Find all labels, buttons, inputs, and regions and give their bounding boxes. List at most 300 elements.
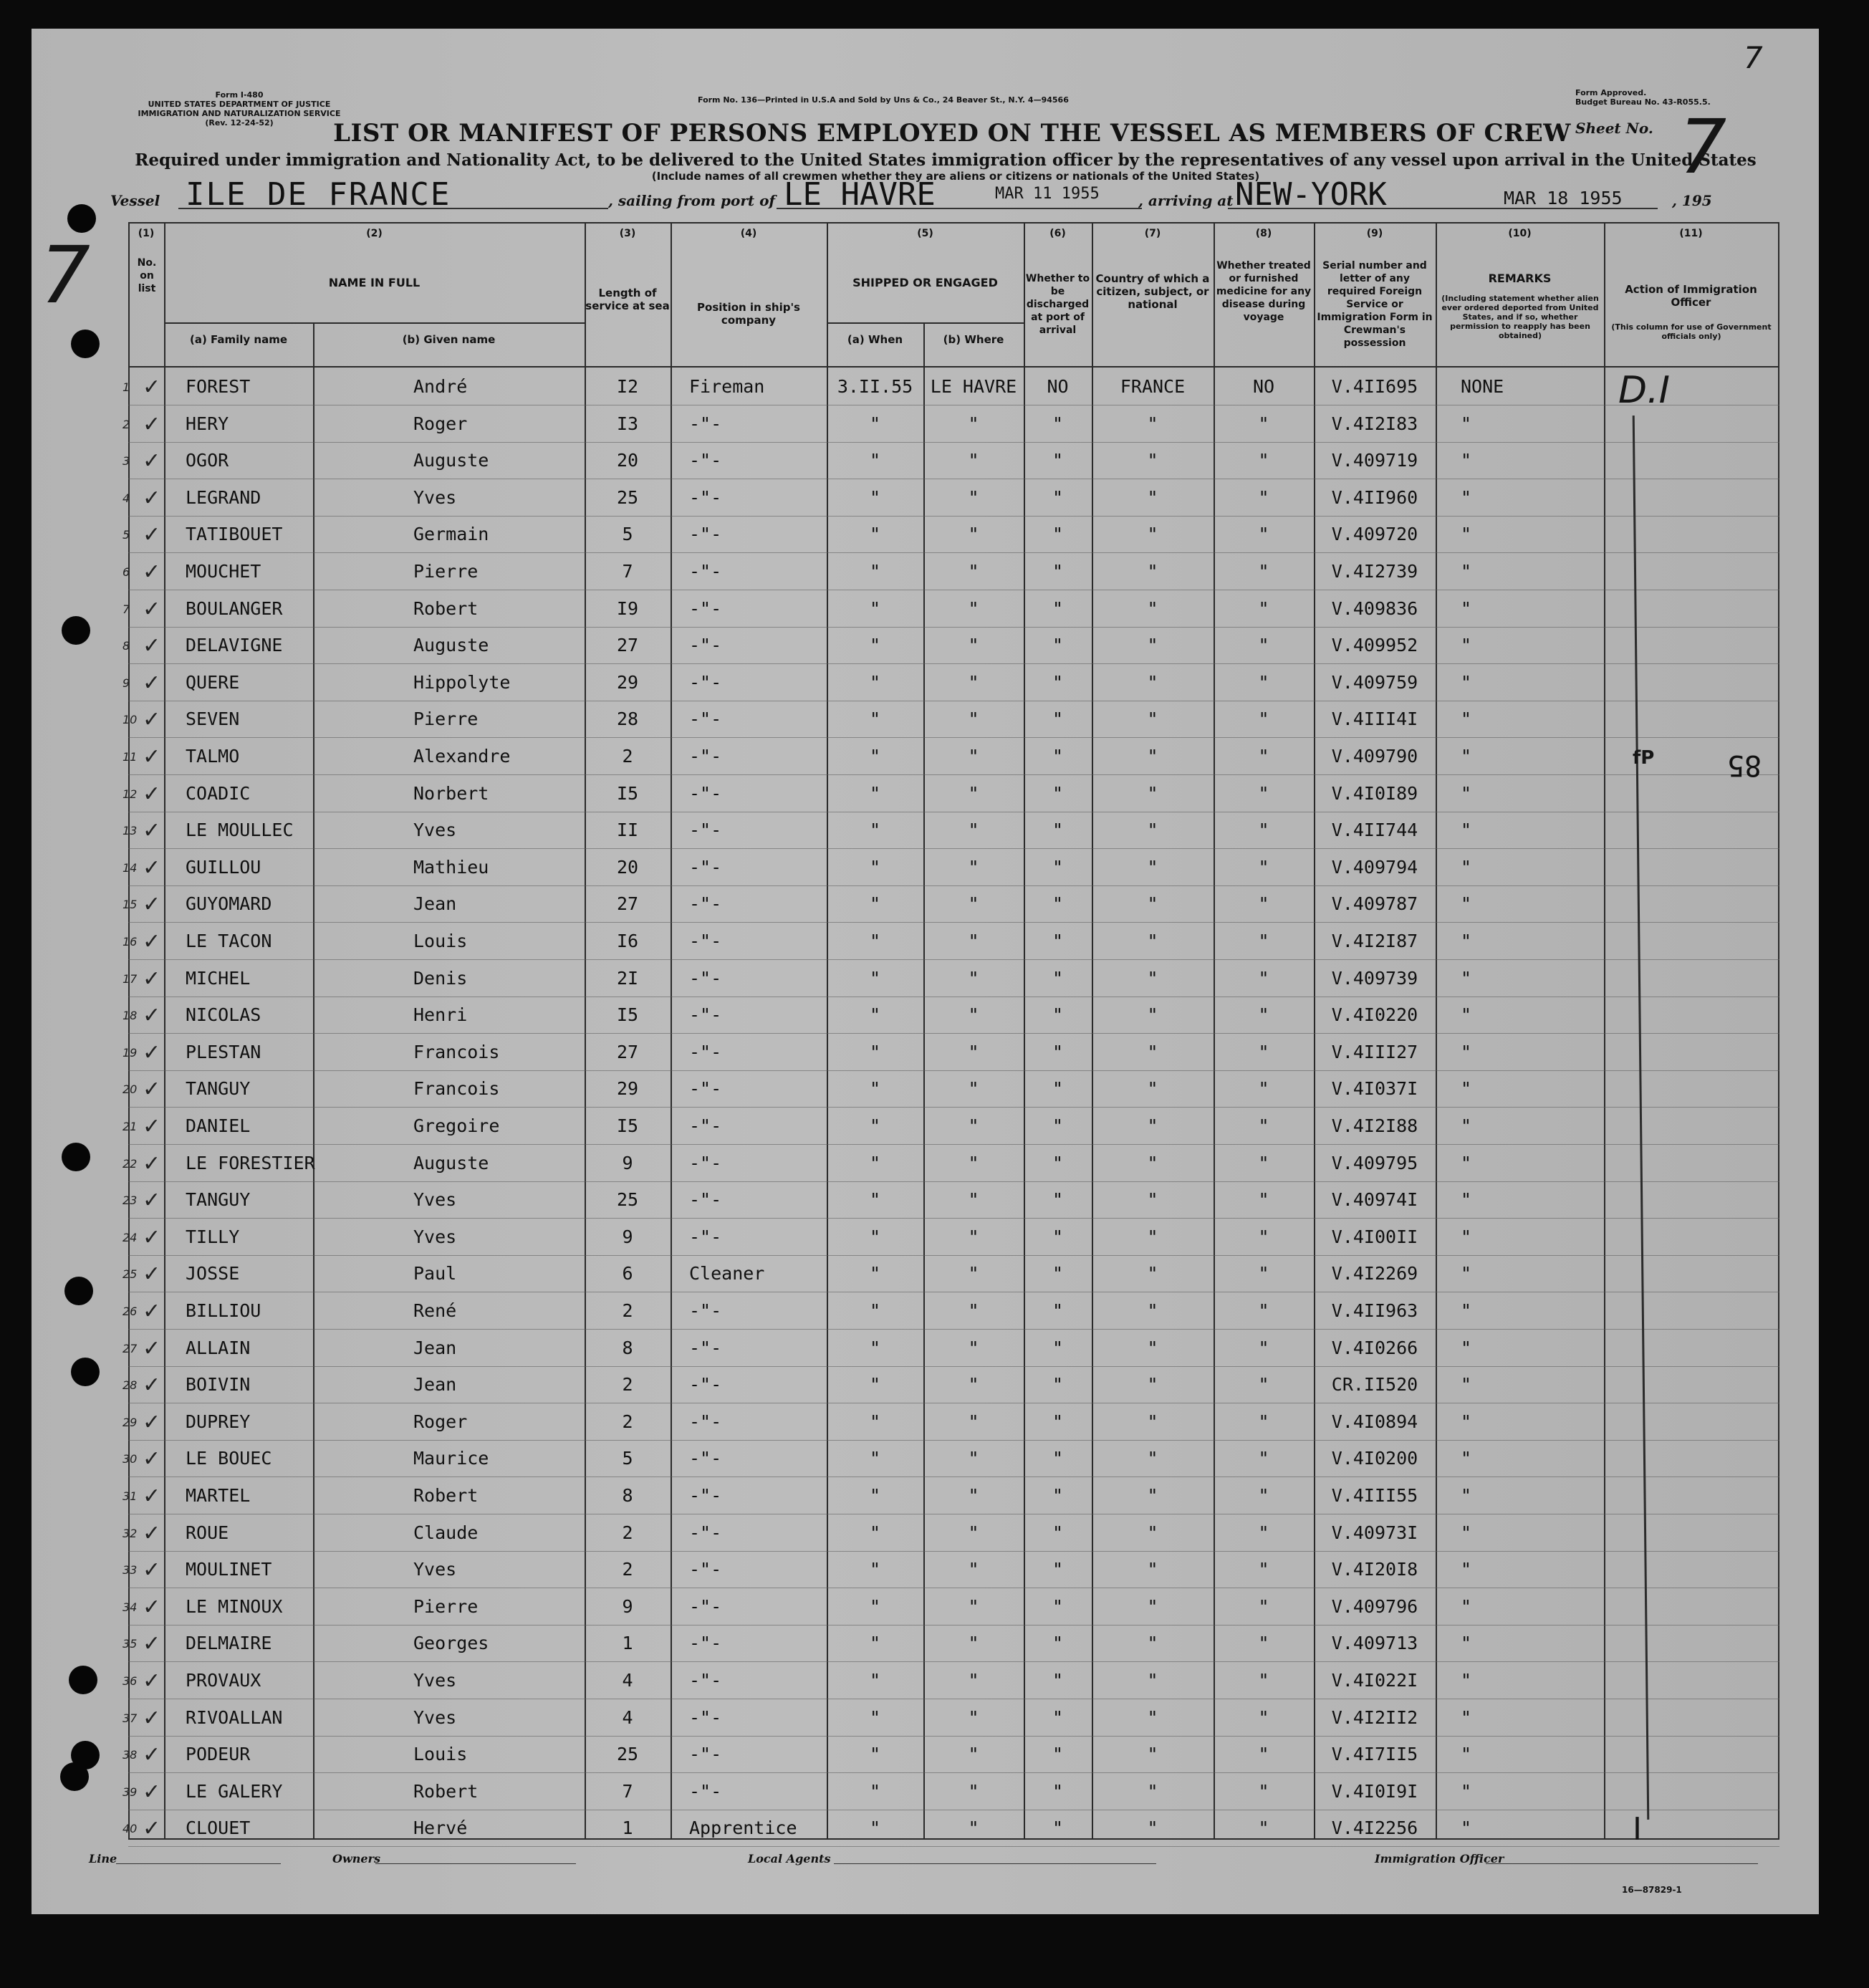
cell-remarks: " xyxy=(1461,1670,1472,1691)
cell-where: " xyxy=(968,1263,979,1284)
cell-country: " xyxy=(1147,486,1158,508)
officer-initials: D.I xyxy=(1618,369,1670,412)
col-header-action: Action of Immigration Officer xyxy=(1625,283,1757,309)
cell-given: Louis xyxy=(413,1744,468,1765)
col-header-position: Position in ship's company xyxy=(697,301,800,327)
cell-country: " xyxy=(1147,1485,1158,1506)
cell-when: " xyxy=(869,486,881,508)
cell-where: " xyxy=(968,486,979,508)
table-row xyxy=(122,1256,1779,1293)
cell-country: " xyxy=(1147,1115,1158,1136)
row-number: 27 xyxy=(122,1341,138,1355)
cell-serial: V.409794 xyxy=(1331,856,1418,878)
cell-country: " xyxy=(1147,561,1158,582)
check-mark: ✓ xyxy=(143,1631,161,1657)
cell-when: " xyxy=(869,1078,881,1100)
table-row xyxy=(122,1367,1779,1404)
row-number: 3 xyxy=(122,454,130,469)
punch-hole xyxy=(71,330,100,358)
table-row xyxy=(122,591,1779,628)
cell-length: 7 xyxy=(622,561,633,582)
punch-hole xyxy=(67,204,96,233)
cell-given: Jean xyxy=(413,1337,457,1358)
cell-serial: V.4III55 xyxy=(1331,1485,1418,1506)
cell-country: " xyxy=(1147,1817,1158,1839)
cell-country: " xyxy=(1147,1522,1158,1543)
row-number: 25 xyxy=(122,1267,138,1282)
cell-when: " xyxy=(869,671,881,693)
cell-remarks: " xyxy=(1461,1189,1472,1211)
cell-given: Louis xyxy=(413,931,468,951)
check-mark: ✓ xyxy=(143,707,161,733)
table-row xyxy=(122,554,1779,591)
cell-country: " xyxy=(1147,782,1158,804)
cell-given: Hervé xyxy=(413,1817,468,1839)
punch-hole xyxy=(60,1762,89,1791)
cell-treated: " xyxy=(1258,450,1269,471)
row-number: 21 xyxy=(122,1120,138,1133)
cell-when: " xyxy=(869,1337,881,1358)
cell-family: LE MINOUX xyxy=(186,1595,283,1617)
row-number: 7 xyxy=(122,602,130,616)
cell-given: Jean xyxy=(413,893,457,915)
cell-treated: " xyxy=(1258,486,1269,508)
cell-serial: V.4III4I xyxy=(1331,709,1418,730)
cell-remarks: " xyxy=(1461,1004,1472,1026)
punch-hole xyxy=(71,1358,100,1386)
check-mark: ✓ xyxy=(143,1003,161,1029)
col-header-length: Length of service at sea xyxy=(585,287,670,312)
cell-family: DELMAIRE xyxy=(186,1633,272,1654)
cell-given: Henri xyxy=(413,1004,468,1026)
cell-treated: " xyxy=(1258,1559,1269,1580)
cell-country: " xyxy=(1147,1744,1158,1765)
table-row xyxy=(122,1515,1779,1552)
table-row xyxy=(122,739,1779,776)
cell-position: -"- xyxy=(689,597,722,619)
cell-discharged: " xyxy=(1052,820,1064,841)
footer-agents-label: Local Agents xyxy=(748,1852,831,1865)
cell-position: -"- xyxy=(689,524,722,545)
cell-discharged: " xyxy=(1052,1411,1064,1432)
cell-country: FRANCE xyxy=(1120,376,1186,397)
cell-discharged: " xyxy=(1052,1263,1064,1284)
cell-length: 20 xyxy=(616,856,639,878)
cell-serial: V.409952 xyxy=(1331,635,1418,656)
check-mark: ✓ xyxy=(143,1262,161,1287)
cell-where: " xyxy=(968,782,979,804)
cell-remarks: " xyxy=(1461,709,1472,730)
check-mark: ✓ xyxy=(143,1077,161,1103)
cell-country: " xyxy=(1147,1633,1158,1654)
cell-length: 25 xyxy=(616,486,639,508)
cell-remarks: " xyxy=(1461,1448,1472,1469)
cell-remarks: " xyxy=(1461,856,1472,878)
cell-where: " xyxy=(968,561,979,582)
cell-serial: V.4II960 xyxy=(1331,486,1418,508)
department: UNITED STATES DEPARTMENT OF JUSTICE xyxy=(148,100,331,109)
col-header-action-note: (This column for use of Government officials only) xyxy=(1611,322,1772,341)
cell-family: GUILLOU xyxy=(186,856,261,878)
cell-serial: V.4I2739 xyxy=(1331,561,1418,582)
cell-position: -"- xyxy=(689,931,722,951)
cell-family: JOSSE xyxy=(186,1263,240,1284)
cell-remarks: " xyxy=(1461,635,1472,656)
header-bottom-border xyxy=(128,366,1779,368)
cell-where: " xyxy=(968,1004,979,1026)
check-mark: ✓ xyxy=(143,1188,161,1214)
cell-position: -"- xyxy=(689,856,722,878)
cell-given: René xyxy=(413,1300,457,1321)
margin-sheet-mark: 7 xyxy=(40,229,90,321)
row-number: 33 xyxy=(122,1563,138,1578)
cell-position: -"- xyxy=(689,1633,722,1654)
cell-treated: " xyxy=(1258,1337,1269,1358)
row-number: 13 xyxy=(122,824,138,838)
cell-country: " xyxy=(1147,524,1158,545)
row-number: 26 xyxy=(122,1305,138,1318)
cell-discharged: " xyxy=(1052,1780,1064,1802)
cell-length: 25 xyxy=(616,1744,639,1765)
row-number: 9 xyxy=(122,676,130,690)
cell-family: QUERE xyxy=(186,671,240,693)
row-number: 15 xyxy=(122,898,138,912)
row-number: 35 xyxy=(122,1637,138,1651)
check-mark: ✓ xyxy=(143,1409,161,1435)
cell-position: -"- xyxy=(689,1152,722,1173)
cell-treated: " xyxy=(1258,1374,1269,1396)
row-number: 18 xyxy=(122,1009,138,1023)
cell-country: " xyxy=(1147,1004,1158,1026)
check-mark: ✓ xyxy=(143,929,161,954)
cell-given: Jean xyxy=(413,1374,457,1396)
row-number: 36 xyxy=(122,1674,138,1688)
cell-discharged: " xyxy=(1052,1744,1064,1765)
cell-remarks: NONE xyxy=(1461,376,1504,397)
col-header-serial: Serial number and letter of any required Foreign Service or Immigration Form in Crewman's possession xyxy=(1317,260,1433,349)
stamp-number: 85 xyxy=(1727,749,1762,782)
budget-bureau: Budget Bureau No. 43-R055.5. xyxy=(1575,97,1711,107)
cell-where: " xyxy=(968,856,979,878)
footer-agents-blank xyxy=(834,1863,1156,1864)
check-mark: ✓ xyxy=(143,1705,161,1731)
cell-length: 29 xyxy=(616,1078,639,1100)
cell-country: " xyxy=(1147,671,1158,693)
cell-serial: V.4I2256 xyxy=(1331,1817,1418,1839)
cell-when: " xyxy=(869,1595,881,1617)
cell-family: TANGUY xyxy=(186,1189,251,1211)
cell-discharged: " xyxy=(1052,1189,1064,1211)
cell-serial: V.409720 xyxy=(1331,524,1418,545)
cell-length: I9 xyxy=(616,597,639,619)
cell-length: 20 xyxy=(616,450,639,471)
table-row xyxy=(122,480,1779,517)
cell-where: LE HAVRE xyxy=(930,376,1017,397)
row-number: 28 xyxy=(122,1378,138,1393)
cell-country: " xyxy=(1147,1337,1158,1358)
cell-when: " xyxy=(869,746,881,767)
cell-treated: " xyxy=(1258,1300,1269,1321)
cell-discharged: " xyxy=(1052,635,1064,656)
cell-given: Denis xyxy=(413,967,468,989)
cell-country: " xyxy=(1147,931,1158,951)
cell-remarks: " xyxy=(1461,1041,1472,1062)
vessel-name: ILE DE FRANCE xyxy=(186,176,451,213)
cell-given: Yves xyxy=(413,1226,457,1247)
cell-family: MOULINET xyxy=(186,1559,272,1580)
cell-treated: " xyxy=(1258,782,1269,804)
cell-remarks: " xyxy=(1461,893,1472,915)
col-header-family: (a) Family name xyxy=(189,333,288,346)
cell-position: -"- xyxy=(689,820,722,841)
cell-length: 8 xyxy=(622,1485,633,1506)
officer-end-mark: I xyxy=(1633,1811,1642,1848)
table-row xyxy=(122,369,1779,406)
table-row xyxy=(122,1071,1779,1108)
cell-remarks: " xyxy=(1461,450,1472,471)
cell-remarks: " xyxy=(1461,1780,1472,1802)
cell-family: ROUE xyxy=(186,1522,229,1543)
cell-where: " xyxy=(968,1670,979,1691)
footer-owners-blank xyxy=(375,1863,576,1864)
cell-remarks: " xyxy=(1461,1706,1472,1728)
cell-given: Norbert xyxy=(413,782,489,804)
cell-country: " xyxy=(1147,746,1158,767)
cell-treated: " xyxy=(1258,413,1269,434)
cell-serial: V.409795 xyxy=(1331,1152,1418,1173)
check-mark: ✓ xyxy=(143,1039,161,1065)
cell-serial: V.4II695 xyxy=(1331,376,1418,397)
cell-when: " xyxy=(869,709,881,730)
form-number: Form I-480 xyxy=(215,90,264,100)
cell-when: " xyxy=(869,820,881,841)
cell-serial: V.409790 xyxy=(1331,746,1418,767)
cell-where: " xyxy=(968,413,979,434)
cell-serial: V.4I00II xyxy=(1331,1226,1418,1247)
cell-position: -"- xyxy=(689,450,722,471)
check-mark: ✓ xyxy=(143,1373,161,1398)
cell-treated: " xyxy=(1258,931,1269,951)
cell-treated: " xyxy=(1258,1411,1269,1432)
table-row xyxy=(122,1293,1779,1330)
cell-country: " xyxy=(1147,1559,1158,1580)
cell-position: -"- xyxy=(689,893,722,915)
cell-remarks: " xyxy=(1461,1595,1472,1617)
cell-country: " xyxy=(1147,1670,1158,1691)
cell-position: -"- xyxy=(689,1411,722,1432)
cell-when: " xyxy=(869,1633,881,1654)
cell-family: SEVEN xyxy=(186,709,240,730)
cell-discharged: " xyxy=(1052,561,1064,582)
cell-where: " xyxy=(968,597,979,619)
arrival-date: MAR 18 1955 xyxy=(1504,188,1623,208)
row-number: 40 xyxy=(122,1822,138,1836)
cell-when: " xyxy=(869,1411,881,1432)
cell-discharged: " xyxy=(1052,1004,1064,1026)
punch-hole xyxy=(64,1277,93,1305)
cell-remarks: " xyxy=(1461,820,1472,841)
cell-length: II xyxy=(616,820,639,841)
cell-length: 28 xyxy=(616,709,639,730)
row-number: 1 xyxy=(122,380,130,394)
cell-when: " xyxy=(869,1115,881,1136)
cell-treated: " xyxy=(1258,1078,1269,1100)
cell-given: Yves xyxy=(413,1670,457,1691)
table-row xyxy=(122,1663,1779,1700)
cell-serial: V.409759 xyxy=(1331,671,1418,693)
cell-family: MARTEL xyxy=(186,1485,251,1506)
cell-serial: V.409739 xyxy=(1331,967,1418,989)
check-mark: ✓ xyxy=(143,1151,161,1176)
cell-where: " xyxy=(968,1041,979,1062)
check-mark: ✓ xyxy=(143,1299,161,1324)
cell-treated: " xyxy=(1258,597,1269,619)
col-header-country: Country of which a citizen, subject, or national xyxy=(1095,272,1210,311)
sheet-label: Sheet No. xyxy=(1575,120,1653,137)
cell-discharged: " xyxy=(1052,746,1064,767)
cell-when: " xyxy=(869,856,881,878)
cell-serial: V.4I0200 xyxy=(1331,1448,1418,1469)
table-row xyxy=(122,1330,1779,1368)
row-number: 19 xyxy=(122,1045,138,1060)
cell-position: -"- xyxy=(689,1374,722,1396)
cell-remarks: " xyxy=(1461,1559,1472,1580)
table-top-border xyxy=(128,222,1779,224)
cell-country: " xyxy=(1147,1263,1158,1284)
row-number: 10 xyxy=(122,713,138,727)
cell-length: I5 xyxy=(616,1004,639,1026)
cell-remarks: " xyxy=(1461,1300,1472,1321)
note: (Include names of all crewmen whether they are aliens or citizens or nationals of the United States) xyxy=(651,170,1260,183)
cell-family: PROVAUX xyxy=(186,1670,261,1691)
cell-when: " xyxy=(869,1780,881,1802)
cell-where: " xyxy=(968,671,979,693)
cell-family: GUYOMARD xyxy=(186,893,272,915)
cell-country: " xyxy=(1147,1078,1158,1100)
cell-serial: V.4III27 xyxy=(1331,1041,1418,1062)
cell-family: LE BOUEC xyxy=(186,1448,272,1469)
cell-position: -"- xyxy=(689,635,722,656)
cell-treated: " xyxy=(1258,1522,1269,1543)
row-number: 4 xyxy=(122,491,130,505)
officer-note: fP xyxy=(1633,747,1655,769)
cell-when: " xyxy=(869,1152,881,1173)
cell-treated: " xyxy=(1258,671,1269,693)
cell-given: Robert xyxy=(413,1485,479,1506)
col-number: (7) xyxy=(1144,228,1161,239)
cell-position: Fireman xyxy=(689,376,765,397)
cell-treated: " xyxy=(1258,856,1269,878)
cell-position: -"- xyxy=(689,1522,722,1543)
cell-remarks: " xyxy=(1461,486,1472,508)
cell-treated: " xyxy=(1258,1189,1269,1211)
cell-position: -"- xyxy=(689,1004,722,1026)
cell-position: -"- xyxy=(689,1041,722,1062)
col-number: (11) xyxy=(1679,228,1703,239)
cell-given: Roger xyxy=(413,1411,468,1432)
cell-length: 4 xyxy=(622,1706,633,1728)
table-row xyxy=(122,812,1779,850)
cell-where: " xyxy=(968,1817,979,1839)
col-number: (10) xyxy=(1508,228,1532,239)
cell-where: " xyxy=(968,1744,979,1765)
cell-serial: V.409836 xyxy=(1331,597,1418,619)
cell-given: Roger xyxy=(413,413,468,434)
row-number: 22 xyxy=(122,1156,138,1171)
row-number: 12 xyxy=(122,787,138,801)
cell-where: " xyxy=(968,635,979,656)
cell-family: MOUCHET xyxy=(186,561,261,582)
cell-country: " xyxy=(1147,597,1158,619)
cell-discharged: " xyxy=(1052,1670,1064,1691)
cell-remarks: " xyxy=(1461,1411,1472,1432)
cell-discharged: " xyxy=(1052,671,1064,693)
cell-treated: " xyxy=(1258,1633,1269,1654)
cell-given: Pierre xyxy=(413,561,479,582)
check-mark: ✓ xyxy=(143,1816,161,1842)
table-row xyxy=(122,1737,1779,1774)
punch-hole xyxy=(69,1666,97,1694)
cell-length: 4 xyxy=(622,1670,633,1691)
cell-length: 9 xyxy=(622,1226,633,1247)
cell-family: TILLY xyxy=(186,1226,240,1247)
cell-length: 29 xyxy=(616,671,639,693)
cell-length: 7 xyxy=(622,1780,633,1802)
cell-when: " xyxy=(869,893,881,915)
table-row xyxy=(122,1552,1779,1589)
cell-country: " xyxy=(1147,893,1158,915)
cell-position: -"- xyxy=(689,1780,722,1802)
cell-country: " xyxy=(1147,1041,1158,1062)
cell-family: LE TACON xyxy=(186,931,272,951)
cell-when: " xyxy=(869,1300,881,1321)
check-mark: ✓ xyxy=(143,560,161,585)
subtitle: Required under immigration and Nationality Act, to be delivered to the United States immigration officer by the representatives of any vessel upon arrival in the United States xyxy=(135,150,1757,170)
cell-position: -"- xyxy=(689,1706,722,1728)
cell-position: -"- xyxy=(689,486,722,508)
cell-serial: V.40973I xyxy=(1331,1522,1418,1543)
cell-given: Auguste xyxy=(413,1152,489,1173)
cell-family: MICHEL xyxy=(186,967,251,989)
cell-family: LE MOULLEC xyxy=(186,820,294,841)
cell-given: Robert xyxy=(413,1780,479,1802)
check-mark: ✓ xyxy=(143,966,161,991)
check-mark: ✓ xyxy=(143,411,161,437)
cell-discharged: " xyxy=(1052,893,1064,915)
cell-length: 2 xyxy=(622,1300,633,1321)
cell-discharged: " xyxy=(1052,1300,1064,1321)
col-header-where: (b) Where xyxy=(943,333,1004,346)
cell-length: 1 xyxy=(622,1817,633,1839)
cell-when: " xyxy=(869,1226,881,1247)
cell-treated: " xyxy=(1258,1780,1269,1802)
table-row xyxy=(122,1108,1779,1146)
cell-given: Auguste xyxy=(413,450,489,471)
cell-treated: " xyxy=(1258,1226,1269,1247)
cell-family: TANGUY xyxy=(186,1078,251,1100)
cell-length: 2 xyxy=(622,1411,633,1432)
row-number: 37 xyxy=(122,1711,138,1725)
cell-family: BOIVIN xyxy=(186,1374,251,1396)
cell-family: LE GALERY xyxy=(186,1780,283,1802)
cell-length: I6 xyxy=(616,931,639,951)
table-row xyxy=(122,1626,1779,1663)
cell-where: " xyxy=(968,1337,979,1358)
cell-discharged: " xyxy=(1052,597,1064,619)
cell-given: Pierre xyxy=(413,709,479,730)
row-number: 16 xyxy=(122,935,138,949)
cell-family: ALLAIN xyxy=(186,1337,251,1358)
